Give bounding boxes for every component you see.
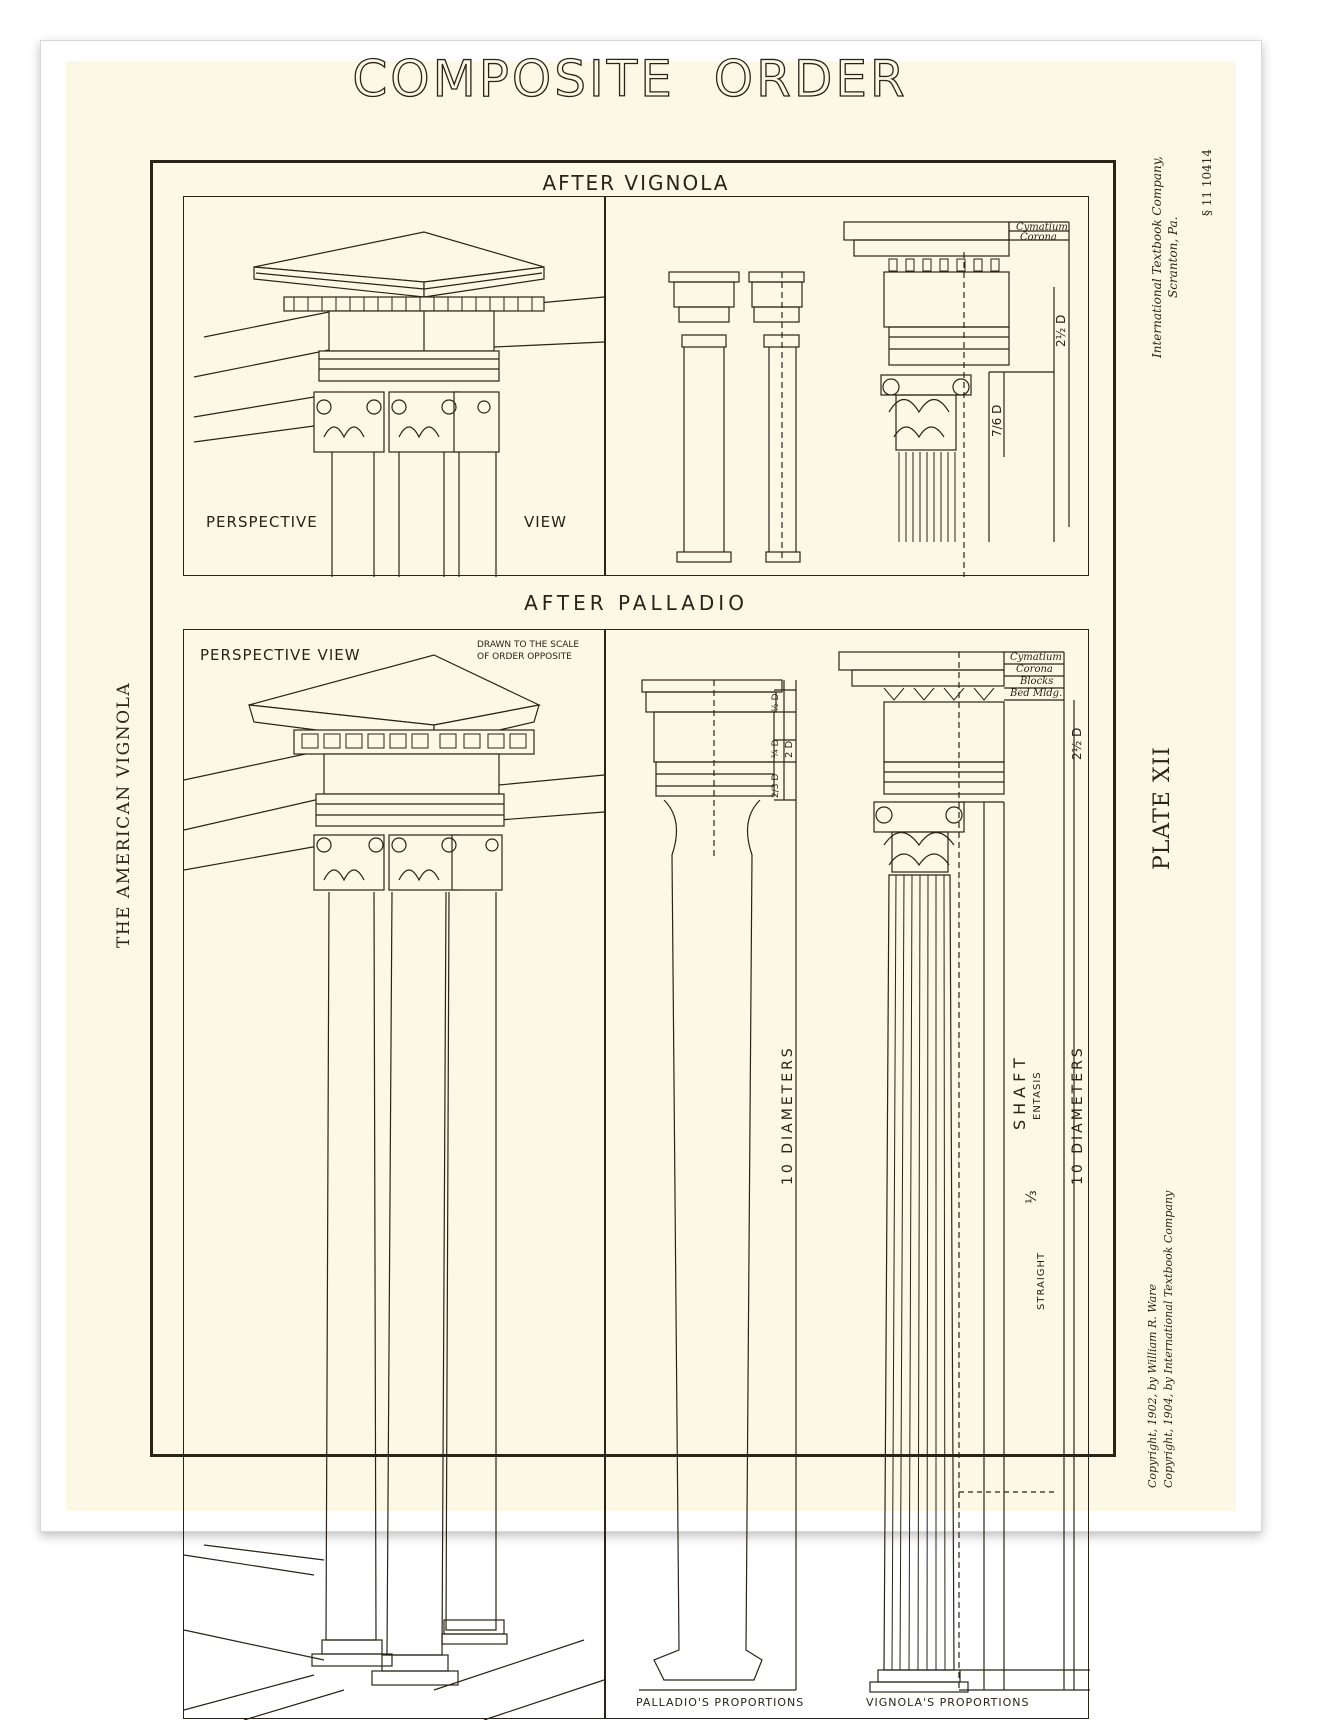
- palladio-molding-blocks: Blocks: [1020, 676, 1054, 687]
- vignola-molding-corona: Corona: [1020, 232, 1057, 243]
- publisher-line1: International Textbook Company,: [1150, 156, 1164, 358]
- plate-number: PLATE XII: [1150, 746, 1175, 870]
- vignola-panel: [183, 196, 1089, 576]
- palladio-dim-half: ½ D: [771, 693, 781, 712]
- palladio-dim-quarter: ¼ D: [771, 739, 781, 758]
- palladio-dim-twothirds: 2/3 D: [771, 773, 781, 798]
- straight-label: STRAIGHT: [1036, 1251, 1047, 1310]
- vignola-molding-cymatium: Cymatium: [1016, 222, 1068, 233]
- vignola-dim-entablature: 2½ D: [1054, 314, 1068, 347]
- plate-code: § 11 10414: [1200, 148, 1214, 216]
- palladio-molding-cymatium: Cymatium: [1010, 652, 1062, 663]
- publisher-line2: Scranton, Pa.: [1166, 216, 1180, 298]
- vignola-perspective-label-right: VIEW: [524, 513, 567, 531]
- entasis-label: ENTASIS: [1032, 1071, 1043, 1120]
- plate-title: COMPOSITE ORDER: [352, 50, 908, 108]
- palladio-scale-note-line2: OF ORDER OPPOSITE: [477, 652, 572, 662]
- palladio-molding-corona: Corona: [1016, 664, 1053, 675]
- vignola-dim-capital: 7/6 D: [990, 404, 1004, 437]
- copyright-line2: Copyright, 1904, by International Textbook Company: [1162, 1190, 1175, 1488]
- heading-after-vignola: AFTER VIGNOLA: [542, 171, 730, 195]
- heading-after-palladio: AFTER PALLADIO: [524, 591, 748, 615]
- plate-frame: [150, 160, 1116, 1709]
- vignola-diameters-label: 10 DIAMETERS: [1070, 1045, 1086, 1185]
- vignola-perspective-label-left: PERSPECTIVE: [206, 513, 318, 531]
- palladio-scale-note-line1: DRAWN TO THE SCALE: [477, 640, 580, 650]
- palladio-dim-entablature: 2½ D: [1070, 727, 1084, 760]
- palladio-elevation-drawing: [184, 630, 1090, 1720]
- side-title-left: THE AMERICAN VIGNOLA: [114, 681, 134, 948]
- palladio-panel: [183, 629, 1089, 1719]
- palladio-dim-two: 2 D: [784, 740, 795, 758]
- caption-palladio-proportions: PALLADIO'S PROPORTIONS: [636, 1696, 805, 1709]
- palladio-diameters-label: 10 DIAMETERS: [780, 1045, 796, 1185]
- caption-vignola-proportions: VIGNOLA'S PROPORTIONS: [866, 1696, 1030, 1709]
- vignola-elevation-drawing: [184, 197, 1090, 577]
- third-label: ⅓: [1024, 1190, 1040, 1204]
- shaft-label: SHAFT: [1010, 1053, 1029, 1130]
- copyright-line1: Copyright, 1902, by William R. Ware: [1146, 1284, 1159, 1488]
- palladio-perspective-label: PERSPECTIVE VIEW: [200, 646, 361, 664]
- palladio-molding-bed: Bed Mldg.: [1010, 688, 1063, 699]
